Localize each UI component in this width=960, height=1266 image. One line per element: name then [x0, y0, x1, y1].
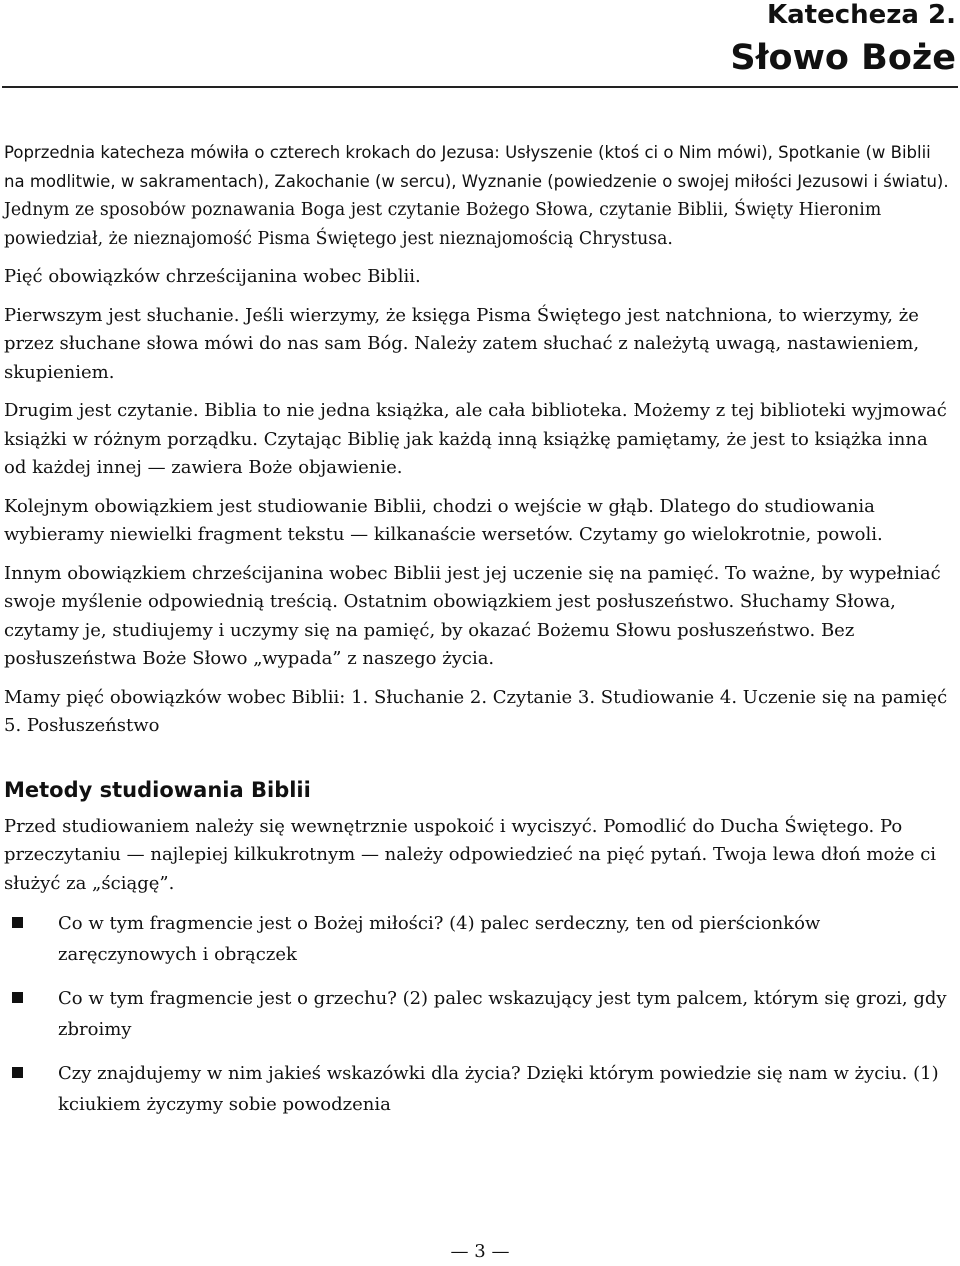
list-item — [4, 908, 954, 970]
square-bullet-icon — [12, 992, 23, 1003]
question-text: Czy znajdujemy w nim jakieś wskazówki dla życia? Dzięki którym powiedzie się nam w życiu. (1) kciukiem życzymy sobie powodzenia — [58, 1063, 939, 1115]
paragraph-reading: Drugim jest czytanie. Biblia to nie jedna książka, ale cała biblioteka. Możemy z tej biblioteki wyjmować książki w różnym porządku. Czytając Biblię jak każdą inną książkę pamiętamy, że jest to książka inna od każdej innej — zawiera Boże objawienie. — [4, 400, 947, 478]
paragraph-memorizing: Innym obowiązkiem chrześcijanina wobec Biblii jest jej uczenie się na pamięć. To ważne, by wypełniać swoje myślenie odpowiednią treścią. Ostatnim obowiązkiem jest posłuszeństwo. Słuchamy Słowa, czytamy je, studiujemy i uczymy się na pamięć, by okazać Bożemu Słowu posłuszeństwo. Bez posłuszeństwa Boże Słowo „wypada” z naszego życia. — [4, 562, 941, 669]
page-number: — 3 — — [450, 1241, 510, 1262]
paragraph-summary: Mamy pięć obowiązków wobec Biblii: 1. Słuchanie 2. Czytanie 3. Studiowanie 4. Uczenie się na pamięć 5. Posłuszeństwo — [4, 686, 948, 736]
document-header — [730, 0, 956, 80]
lesson-number: Katecheza 2. — [766, 0, 956, 30]
paragraph-five-duties: Pięć obowiązków chrześcijanina wobec Biblii. — [4, 266, 421, 287]
paragraph-listening: Pierwszym jest słuchanie. Jeśli wierzymy, że księga Pisma Świętego jest natchniona, to wierzymy, że przez słuchane słowa mówi do nas sam Bóg. Należy zatem słuchać z należytą uwagą, nastawieniem, skupieniem. — [4, 304, 920, 383]
list-item — [4, 983, 954, 1045]
intro-part-2: Jednym ze sposobów poznawania Boga jest czytanie Bożego Słowa, czytanie Biblii, Święty Hieronim powiedział, że nieznajomość Pisma Świętego jest nieznajomością Chrystusa. — [4, 200, 882, 249]
section-intro: Przed studiowaniem należy się wewnętrznie uspokoić i wyciszyć. Pomodlić do Ducha Świętego. Po przeczytaniu — najlepiej kilkukrotnym — należy odpowiedzieć na pięć pytań. Twoja lewa dłoń może ci służyć za „ściągę”. — [4, 815, 937, 894]
document-body — [4, 139, 954, 1133]
question-list — [4, 908, 954, 1120]
lesson-title: Słowo Boże — [730, 38, 956, 78]
list-item — [4, 1058, 954, 1120]
square-bullet-icon — [12, 917, 23, 928]
question-text: Co w tym fragmencie jest o Bożej miłości? (4) palec serdeczny, ten od pierścionków zaręczynowych i obrączek — [58, 913, 821, 965]
header-divider — [2, 86, 958, 88]
square-bullet-icon — [12, 1067, 23, 1078]
intro-paragraph — [4, 139, 954, 253]
intro-part-1: Poprzednia katecheza mówiła o czterech krokach do Jezusa: Usłyszenie (ktoś ci o Nim mówi), Spotkanie (w Biblii na modlitwie, w sakramentach), Zakochanie (w sercu), Wyznanie (powiedzenie o swojej miłości Jezusowi i światu). — [4, 143, 949, 191]
section-heading: Metody studiowania Biblii — [4, 777, 311, 802]
question-text: Co w tym fragmencie jest o grzechu? (2) palec wskazujący jest tym palcem, którym się grozi, gdy zbroimy — [58, 988, 947, 1040]
paragraph-studying: Kolejnym obowiązkiem jest studiowanie Biblii, chodzi o wejście w głąb. Dlatego do studiowania wybieramy niewielki fragment tekstu — kilkanaście wersetów. Czytamy go wielokrotnie, powoli. — [4, 495, 883, 545]
